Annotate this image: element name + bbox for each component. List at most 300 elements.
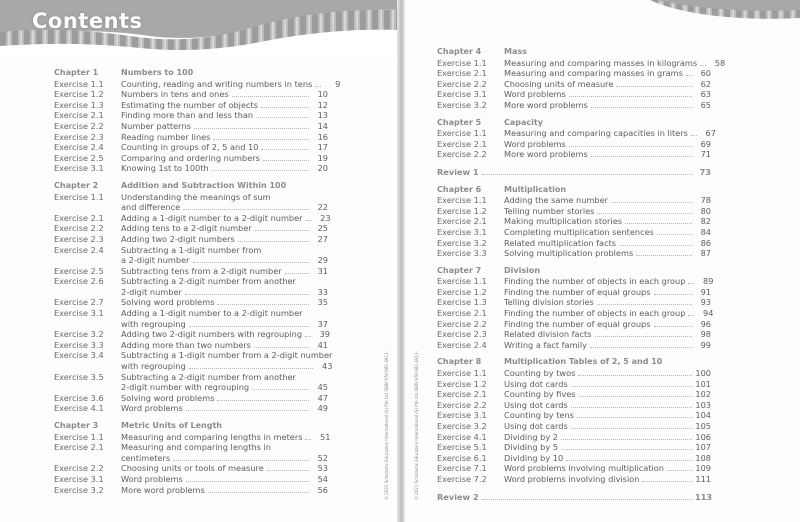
exercise-line [121,403,328,414]
page-number: 62 [700,78,711,89]
exercise-body [504,421,711,432]
page-number: 22 [317,202,328,213]
exercise-title: Subtracting a 1-digit number from [121,244,262,255]
toc-entry[interactable] [54,340,328,351]
page-number: 89 [703,276,714,287]
toc-entry[interactable] [437,368,711,379]
exercise-body [504,287,711,298]
chapter-title: Division [504,265,541,275]
toc-entry[interactable] [54,163,328,174]
toc-left-page [54,68,341,502]
exercise-number: Exercise 1.2 [437,378,487,389]
toc-entry[interactable] [54,132,328,143]
chapter-heading[interactable] [54,181,328,192]
toc-entry[interactable] [437,389,711,400]
exercise-line [121,121,328,132]
toc-entry[interactable] [437,68,711,79]
exercise-title: Finding the number of objects in each group [504,276,686,287]
toc-entry[interactable] [437,463,711,474]
exercise-body [121,100,328,111]
exercise-number: Exercise 3.2 [54,329,104,340]
toc-entry[interactable] [437,238,711,249]
toc-entry[interactable] [54,223,328,234]
toc-entry[interactable] [437,57,726,69]
chapter-heading[interactable] [437,357,711,368]
exercise-body [504,149,711,160]
dot-leader [186,481,309,482]
toc-entry[interactable] [437,216,711,227]
dot-leader [252,389,309,390]
exercise-line [504,68,711,79]
exercise-line [121,153,328,164]
exercise-body [121,79,340,90]
exercise-line [504,389,711,400]
exercise-title: Related multiplication facts [504,237,617,248]
exercise-title: Measuring and comparing lengths in [121,442,271,453]
toc-entry[interactable] [437,248,711,259]
page-number: 100 [695,368,711,379]
dot-leader [569,96,692,97]
exercise-line [121,234,328,245]
exercise-line [121,100,328,111]
exercise-line [121,485,328,496]
exercise-line [504,410,711,421]
review-entry[interactable] [437,492,711,503]
exercise-title: Writing a fact family [504,339,587,350]
exercise-line [121,223,328,234]
exercise-line [504,89,711,100]
exercise-number: Exercise 3.1 [437,410,487,421]
page-number: 51 [320,431,331,442]
dot-leader [254,347,309,348]
dot-leader [654,326,693,327]
book-spine [397,0,405,522]
exercise-title: Estimating the number of objects [121,99,258,110]
toc-entry[interactable] [54,121,328,132]
exercise-body [504,297,711,308]
exercise-title: Word problems involving division [504,473,640,484]
exercise-title: and difference [121,202,181,213]
exercise-body [504,238,711,249]
exercise-number: Exercise 1.1 [437,276,487,287]
exercise-body [121,485,328,496]
exercise-line [504,379,711,390]
chapter-section [54,180,333,414]
dot-leader [263,160,309,161]
exercise-title: 2-digit number [121,286,182,297]
chapter-title: Capacity [504,117,543,127]
toc-entry[interactable] [437,206,711,217]
exercise-line [121,393,328,404]
exercise-line [121,442,328,453]
page-number: 86 [700,237,711,248]
toc-entry[interactable] [437,100,711,111]
page-number: 16 [317,131,328,142]
exercise-body [121,110,328,121]
exercise-title: with regrouping [121,361,186,372]
page-number: 98 [700,329,711,340]
toc-entry[interactable] [54,474,328,485]
header-band-right [400,0,800,40]
exercise-line [504,100,711,111]
exercise-line [504,463,711,474]
exercise-body [121,329,330,340]
toc-entry[interactable] [437,276,714,287]
page-number: 65 [700,99,711,110]
exercise-number: Exercise 2.1 [437,216,487,227]
dot-leader [212,170,309,171]
copyright-left: © 2021 Scholastic Education International (S) Pte Ltd ISBN 978-981-4913- [384,351,389,500]
chapter-title: Metric Units of Length [121,421,222,430]
toc-entry[interactable] [54,212,331,224]
toc-entry[interactable] [54,78,341,90]
exercise-line [504,206,711,217]
dot-leader [208,492,309,493]
chapter-heading[interactable] [437,266,711,277]
exercise-body [504,389,711,400]
page-number: 93 [700,297,711,308]
chapter-number: Chapter 8 [437,357,482,367]
exercise-line [504,319,711,330]
exercise-number: Exercise 1.1 [54,78,104,89]
header-band-left [0,0,400,60]
toc-entry[interactable] [437,453,711,464]
exercise-body [504,227,711,238]
page-number: 102 [695,389,711,400]
dot-leader [261,149,309,150]
dot-leader [577,417,692,418]
page-number: 35 [317,297,328,308]
exercise-line [504,297,711,308]
dot-leader [217,400,309,401]
toc-entry[interactable] [54,372,328,393]
exercise-title: Measuring and comparing masses in grams [504,68,683,79]
toc-entry[interactable] [437,227,711,238]
exercise-title: Completing multiplication sentences [504,226,654,237]
exercise-body [121,393,328,404]
exercise-body [121,121,328,132]
exercise-body [121,223,328,234]
exercise-number: Exercise 1.1 [54,191,104,202]
exercise-title: Adding more than two numbers [121,339,251,350]
chapter-number: Chapter 5 [437,117,482,127]
exercise-line [504,474,711,485]
toc-entry[interactable] [437,79,711,90]
toc-entry[interactable] [437,329,711,340]
chapter-section [437,47,726,111]
page-number: 91 [700,286,711,297]
exercise-number: Exercise 1.3 [54,99,104,110]
exercise-body [121,163,328,174]
toc-entry[interactable] [54,142,328,153]
exercise-number: Exercise 2.2 [437,78,487,89]
chapter-title: Numbers to 100 [121,68,194,77]
dot-leader [217,304,309,305]
exercise-body [504,329,711,340]
dot-leader [173,460,309,461]
dot-leader [595,336,692,337]
exercise-line [504,79,711,90]
toc-entry[interactable] [54,89,328,100]
chapter-number: Chapter 6 [437,184,482,194]
page-number: 9 [335,78,341,89]
exercise-number: Exercise 1.1 [437,57,487,68]
exercise-title: Subtracting a 2-digit number from another [121,371,296,382]
dot-leader [267,470,309,471]
exercise-number: Exercise 2.3 [437,329,487,340]
toc-entry[interactable] [437,474,711,485]
chapter-title: Multiplication Tables of 2, 5 and 10 [504,357,663,367]
chapter-heading[interactable] [437,118,711,129]
page-number: 53 [317,463,328,474]
dot-leader [232,96,309,97]
exercise-title: Related division facts [504,329,592,340]
toc-entry[interactable] [54,266,328,277]
exercise-title: Reading number lines [121,131,211,142]
toc-entry[interactable] [54,393,328,404]
toc-entry[interactable] [54,329,331,340]
exercise-body [504,400,711,411]
exercise-body [121,308,328,329]
exercise-title: Adding two 2-digit numbers with regrouping [121,329,303,340]
toc-entry[interactable] [54,403,328,414]
exercise-title: Using dot cards [504,378,568,389]
exercise-title: Making multiplication stories [504,216,622,227]
exercise-body [121,432,330,443]
dot-leader [482,499,692,500]
dot-leader [591,107,692,108]
review-entry[interactable] [437,167,711,178]
toc-entry[interactable] [437,432,711,443]
page-number: 96 [700,318,711,329]
page-number: 43 [321,361,333,372]
page-number: 54 [317,473,328,484]
exercise-body [504,276,713,287]
exercise-number: Exercise 2.3 [54,131,104,142]
exercise-body [504,410,711,421]
toc-entry[interactable] [437,149,711,160]
dot-leader [305,336,311,337]
exercise-line [504,432,711,443]
exercise-number: Exercise 3.2 [437,99,487,110]
exercise-title: Finding more than and less than [121,110,254,121]
page-number: 49 [317,403,328,414]
exercise-number: Exercise 2.1 [54,212,104,223]
dot-leader [561,449,692,450]
exercise-line [504,238,711,249]
exercise-number: Exercise 2.1 [437,68,487,79]
toc-entry[interactable] [54,245,328,266]
toc-entry[interactable] [54,110,328,121]
exercise-line [121,132,328,143]
exercise-title: Measuring and comparing capacities in liters [504,128,688,139]
toc-entry[interactable] [437,89,711,100]
exercise-body [121,442,328,463]
exercise-title: a 2-digit number [121,255,190,266]
exercise-line [504,128,716,139]
exercise-line [504,340,711,351]
exercise-body [121,340,328,351]
exercise-body [121,89,328,100]
toc-entry[interactable] [437,287,711,298]
page-number: 29 [317,255,328,266]
page-number: 47 [317,392,328,403]
dot-leader [183,209,309,210]
exercise-body [504,216,711,227]
toc-entry[interactable] [437,308,714,319]
exercise-line [121,287,328,298]
page-number: 99 [700,339,711,350]
exercise-title: with regrouping [121,318,186,329]
exercise-line [121,361,332,372]
toc-entry[interactable] [437,400,711,411]
dot-leader [255,230,309,231]
exercise-line [504,400,711,411]
exercise-title: Using dot cards [504,399,568,410]
dot-leader [616,86,692,87]
toc-entry[interactable] [437,340,711,351]
dot-leader [611,202,692,203]
exercise-line [504,453,711,464]
dot-leader [306,220,312,221]
dot-leader [561,439,692,440]
exercise-title: Subtracting a 1-digit number from a 2-digit number [121,350,333,361]
page-number: 111 [695,473,711,484]
exercise-body [504,463,711,474]
chapter-heading[interactable] [437,185,711,196]
exercise-number: Exercise 4.1 [54,403,104,414]
exercise-title: Counting by tens [504,410,574,421]
toc-entry[interactable] [437,421,711,432]
exercise-title: Adding tens to a 2-digit number [121,223,252,234]
exercise-title: Subtracting a 2-digit number from another [121,276,296,287]
toc-entry[interactable] [54,100,328,111]
dot-leader [482,174,692,175]
chapter-number: Chapter 1 [54,68,99,77]
exercise-number: Exercise 3.4 [54,350,104,361]
toc-entry[interactable] [54,297,328,308]
exercise-line [504,139,711,150]
exercise-number: Exercise 5.1 [437,442,487,453]
chapter-heading[interactable] [437,47,711,58]
chapter-title: Mass [504,47,527,56]
dot-leader [686,75,692,76]
exercise-number: Exercise 3.5 [54,371,104,382]
review-title: Review 2 [437,491,479,502]
exercise-number: Exercise 2.4 [54,244,104,255]
exercise-number: Exercise 3.2 [54,484,104,495]
page-number: 104 [695,410,711,421]
exercise-title: Telling number stories [504,205,595,216]
toc-entry[interactable] [54,485,328,496]
dot-leader [636,255,692,256]
toc-entry[interactable] [54,192,328,213]
dot-leader [571,407,692,408]
toc-entry[interactable] [437,442,711,453]
exercise-title: Choosing units or tools of measure [121,463,264,474]
toc-entry[interactable] [54,463,328,474]
dot-leader [688,283,694,284]
toc-entry[interactable] [437,297,711,308]
exercise-body [504,68,711,79]
exercise-title: Counting by fives [504,389,576,400]
exercise-title: Word problems [504,138,566,149]
dot-leader [654,294,693,295]
toc-entry[interactable] [54,153,328,164]
dot-leader [189,326,309,327]
exercise-body [121,276,328,297]
chapter-heading[interactable] [54,68,328,79]
toc-entry[interactable] [437,379,711,390]
exercise-title: Telling division stories [504,297,594,308]
page-number: 31 [317,265,328,276]
exercise-title: Word problems [504,89,566,100]
exercise-line [121,255,328,266]
exercise-number: Exercise 3.1 [437,226,487,237]
toc-entry[interactable] [54,234,328,245]
dot-leader [189,368,314,369]
exercise-line [121,319,328,330]
exercise-body [504,340,711,351]
toc-entry[interactable] [437,319,711,330]
toc-entry[interactable] [54,442,328,463]
page-number: 82 [700,216,711,227]
exercise-number: Exercise 2.2 [437,318,487,329]
page-number: 13 [317,110,328,121]
exercise-line [121,329,330,340]
dot-leader [591,156,692,157]
toc-entry[interactable] [437,128,716,139]
exercise-number: Exercise 2.2 [437,399,487,410]
exercise-title: Counting in groups of 2, 5 and 10 [121,142,259,153]
exercise-line [504,442,711,453]
toc-entry[interactable] [54,350,333,372]
exercise-number: Exercise 7.2 [437,473,487,484]
toc-entry[interactable] [54,308,328,329]
exercise-number: Exercise 2.5 [54,152,104,163]
dot-leader [667,470,692,471]
page-number: 94 [703,308,714,319]
exercise-line [121,350,332,361]
exercise-line [504,248,711,259]
exercise-body [121,474,328,485]
exercise-title: Finding the number of objects in each group [504,308,686,319]
toc-entry[interactable] [437,410,711,421]
dot-leader [657,234,692,235]
toc-entry[interactable] [437,139,711,150]
chapter-number: Chapter 2 [54,180,99,190]
exercise-title: Subtracting tens from a 2-digit number [121,265,282,276]
page-number: 25 [317,223,328,234]
page-number: 71 [700,149,711,160]
chapter-heading[interactable] [54,421,328,432]
dot-leader [700,65,706,66]
exercise-line [121,474,328,485]
toc-entry[interactable] [437,195,711,206]
page-number: 52 [317,452,328,463]
toc-entry[interactable] [54,431,331,443]
dot-leader [213,139,309,140]
exercise-title: Counting, reading and writing numbers in tens [121,78,313,89]
exercise-title: Dividing by 2 [504,431,559,442]
exercise-body [121,153,328,164]
exercise-number: Exercise 2.1 [437,389,487,400]
exercise-line [121,372,328,383]
exercise-number: Exercise 2.2 [437,149,487,160]
chapter-number: Chapter 7 [437,265,482,275]
exercise-body [504,206,711,217]
toc-entry[interactable] [54,276,328,297]
